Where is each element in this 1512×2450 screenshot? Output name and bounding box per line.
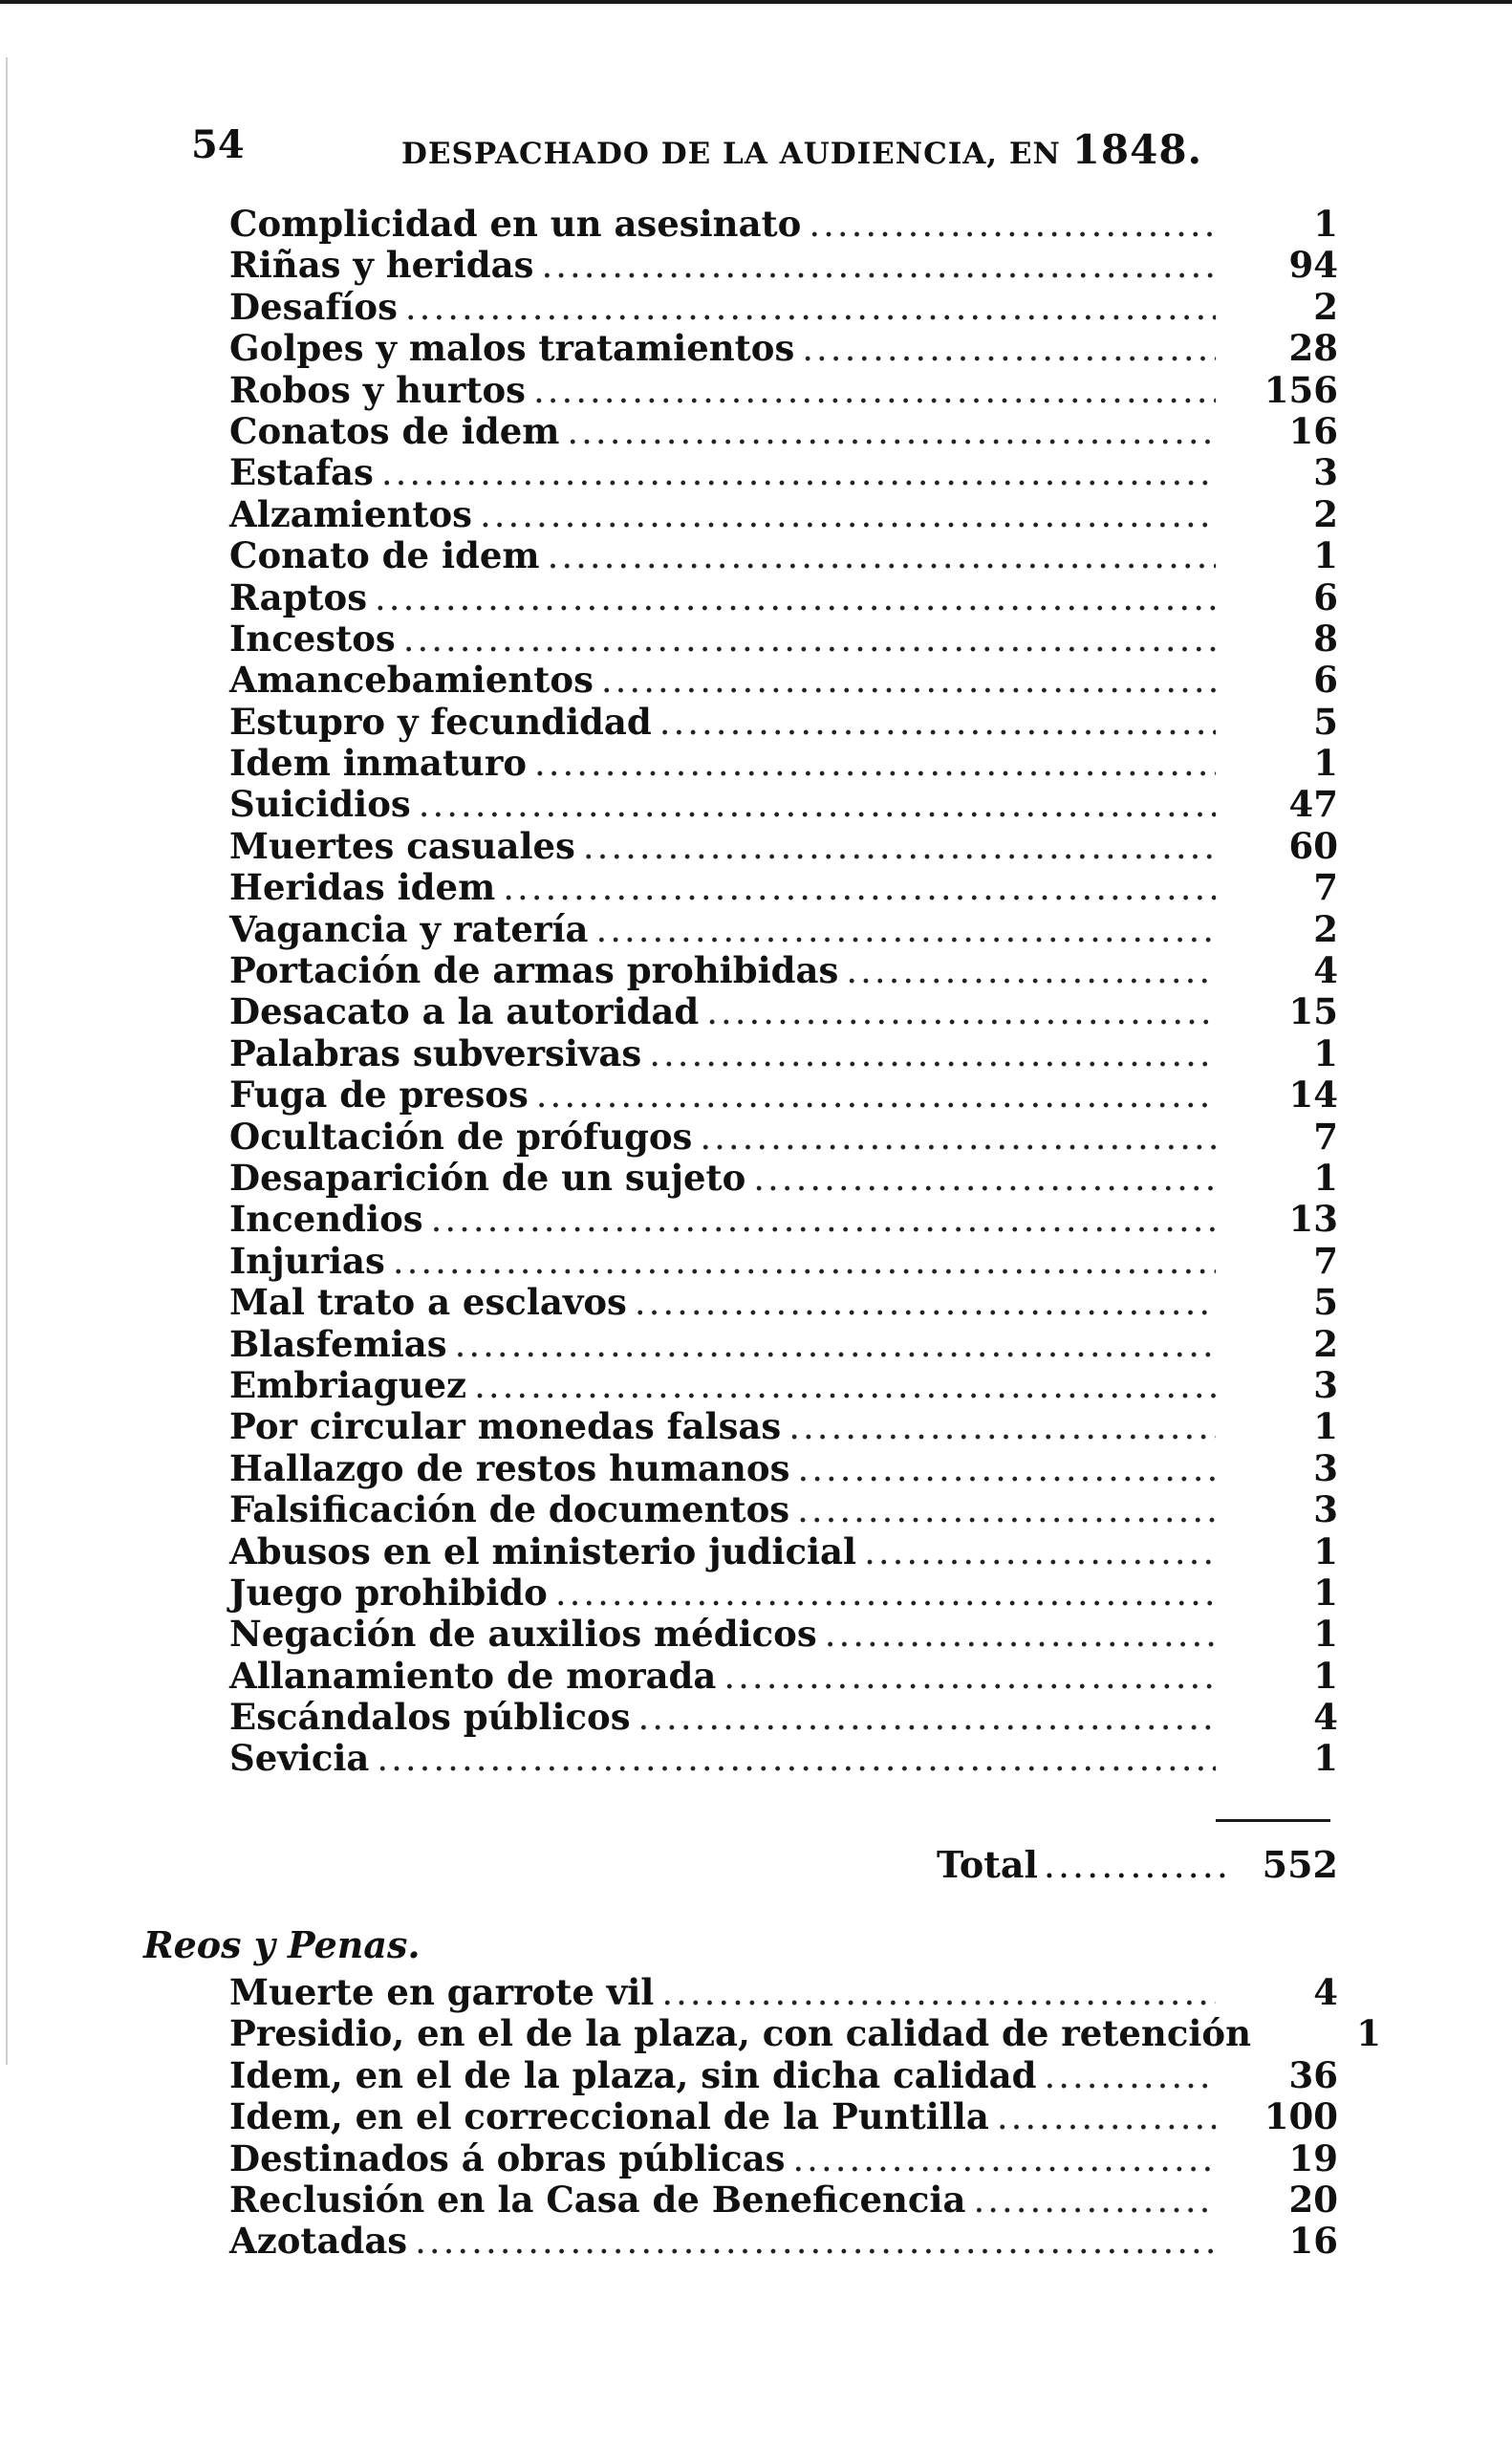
entry-value: 1: [1313, 742, 1338, 785]
entry-label: Muertes casuales: [229, 824, 575, 867]
entry-value: 5: [1313, 1281, 1338, 1324]
entry-value: 2: [1313, 907, 1338, 950]
dot-leader: [700, 1117, 1216, 1158]
list-item: [229, 244, 1338, 285]
dot-leader: [797, 1448, 1216, 1489]
total-value: 552: [1262, 1843, 1338, 1886]
list-item: [229, 825, 1338, 866]
list-item: [229, 618, 1338, 659]
list-item: [229, 1157, 1338, 1198]
list-item: [229, 2220, 1338, 2261]
dot-leader: [595, 909, 1216, 950]
entry-label: Juego prohibido: [229, 1571, 548, 1614]
entry-value: 19: [1288, 2136, 1338, 2179]
entry-label: Abusos en el ministerio judicial: [229, 1529, 857, 1572]
entry-value: 16: [1288, 409, 1338, 452]
entry-value: 4: [1313, 949, 1338, 992]
total-label: Total: [937, 1843, 1038, 1886]
entry-value: 2: [1313, 492, 1338, 535]
list-item: [229, 203, 1338, 244]
entry-value: 100: [1264, 2095, 1338, 2138]
entry-label: Conatos de idem: [229, 409, 560, 452]
list-item: [229, 1323, 1338, 1364]
list-item: [229, 1971, 1338, 2012]
list-item: [229, 1613, 1338, 1654]
total-rule: [1216, 1819, 1330, 1822]
dot-leader: [405, 287, 1216, 328]
dot-leader: [661, 1972, 1216, 2013]
entry-label: Embriaguez: [229, 1363, 467, 1406]
dot-leader: [792, 2138, 1216, 2179]
entry-value: 6: [1313, 575, 1338, 618]
dot-leader: [548, 535, 1216, 576]
dot-leader: [724, 1656, 1216, 1697]
dot-leader: [393, 1241, 1216, 1282]
entry-value: 3: [1313, 1363, 1338, 1406]
running-head-text: DESPACHADO DE LA AUDIENCIA, EN: [401, 137, 1061, 171]
list-item: [229, 1073, 1338, 1115]
dot-leader: [474, 1365, 1216, 1406]
entry-label: Idem, en el de la plaza, sin dicha calidad: [229, 2053, 1037, 2096]
list-item: [229, 1281, 1338, 1322]
entry-value: 1: [1313, 1031, 1338, 1074]
entry-value: 94: [1288, 244, 1338, 287]
dot-leader: [864, 1531, 1216, 1572]
entry-value: 1: [1313, 1737, 1338, 1780]
list-item: [229, 1405, 1338, 1446]
entry-value: 156: [1264, 368, 1338, 411]
dot-leader: [381, 452, 1216, 493]
dot-leader: [788, 1406, 1216, 1447]
list-item: [229, 1530, 1338, 1572]
entry-value: 6: [1313, 659, 1338, 702]
list-item: [229, 1447, 1338, 1488]
list-item: [229, 410, 1338, 451]
entry-label: Heridas idem: [229, 866, 496, 909]
entry-value: 47: [1288, 783, 1338, 826]
entry-label: Conato de idem: [229, 534, 540, 577]
entry-label: Suicidios: [229, 783, 411, 826]
entry-label: Palabras subversivas: [229, 1031, 642, 1074]
crimes-list: [229, 203, 1338, 1779]
entry-label: Presidio, en el de la plaza, con calidad de retención: [229, 2012, 1251, 2055]
entry-label: Desacato a la autoridad: [229, 990, 700, 1033]
dot-leader: [649, 1033, 1216, 1074]
dot-leader: [431, 1199, 1216, 1240]
list-item: [229, 2137, 1338, 2179]
dot-leader: [403, 618, 1216, 660]
entry-value: 3: [1313, 1488, 1338, 1531]
entry-label: Hallazgo de restos humanos: [229, 1446, 790, 1489]
entry-label: Riñas y heridas: [229, 244, 534, 287]
entry-value: 4: [1313, 1696, 1338, 1739]
entry-label: Muerte en garrote vil: [229, 1971, 655, 2013]
list-item: [229, 2179, 1338, 2220]
entry-value: 5: [1313, 700, 1338, 743]
entry-value: 28: [1288, 327, 1338, 370]
entry-value: 36: [1288, 2053, 1338, 2096]
list-item: [229, 493, 1338, 534]
dot-leader: [825, 1614, 1216, 1655]
dot-leader: [973, 2179, 1216, 2221]
dot-leader: [534, 743, 1216, 784]
dot-leader: [802, 328, 1216, 369]
running-head: [401, 126, 1202, 173]
entry-value: 2: [1313, 285, 1338, 328]
dot-leader: [846, 950, 1216, 991]
entry-label: Vagancia y ratería: [229, 907, 589, 950]
list-item: [229, 369, 1338, 410]
list-item: [229, 701, 1338, 742]
entry-label: Destinados á obras públicas: [229, 2136, 786, 2179]
running-head-year: 1848.: [1071, 126, 1203, 173]
entry-label: Complicidad en un asesinato: [229, 203, 802, 245]
entry-label: Escándalos públicos: [229, 1696, 631, 1739]
top-rule: [0, 0, 1512, 4]
entry-value: 60: [1288, 824, 1338, 867]
entry-value: 3: [1313, 1446, 1338, 1489]
entry-label: Golpes y malos tratamientos: [229, 327, 795, 370]
page-number: 54: [191, 122, 245, 167]
entry-value: 3: [1313, 451, 1338, 494]
entry-label: Ocultación de prófugos: [229, 1115, 693, 1158]
entry-label: Reclusión en la Casa de Beneficencia: [229, 2178, 966, 2221]
dot-leader: [706, 991, 1216, 1032]
entry-value: 14: [1288, 1073, 1338, 1117]
entry-value: 7: [1313, 866, 1338, 909]
entry-label: Fuga de presos: [229, 1073, 529, 1117]
list-item: [229, 576, 1338, 618]
list-item: [229, 990, 1338, 1031]
dot-leader: [533, 370, 1216, 411]
list-item: [229, 1737, 1338, 1778]
entry-value: 13: [1288, 1198, 1338, 1241]
list-item: [229, 1696, 1338, 1737]
entry-label: Falsificación de documentos: [229, 1488, 790, 1531]
dot-leader: [1045, 2055, 1217, 2096]
section-heading: Reos y Penas.: [143, 1923, 421, 1966]
entry-label: Allanamiento de morada: [229, 1654, 717, 1697]
entry-label: Negación de auxilios médicos: [229, 1613, 817, 1656]
entry-value: 1: [1313, 1156, 1338, 1199]
list-item: [229, 2012, 1381, 2055]
entry-label: Alzamientos: [229, 492, 472, 535]
entry-value: 7: [1313, 1239, 1338, 1282]
page-edge: [6, 57, 8, 2065]
list-item: [229, 1240, 1338, 1281]
entry-label: Azotadas: [229, 2220, 408, 2263]
entry-value: 16: [1288, 2220, 1338, 2263]
list-item: [229, 1655, 1338, 1696]
list-item: [229, 1572, 1338, 1613]
dot-leader: [536, 1074, 1216, 1116]
list-item: [229, 659, 1338, 700]
dot-leader: [997, 2096, 1216, 2137]
entry-label: Incendios: [229, 1198, 423, 1241]
entry-label: Robos y hurtos: [229, 368, 526, 411]
entry-label: Portación de armas prohibidas: [229, 949, 839, 992]
entry-value: 7: [1313, 1115, 1338, 1158]
dot-leader: [753, 1158, 1216, 1199]
entry-value: 1: [1313, 203, 1338, 245]
entry-label: Estafas: [229, 451, 374, 494]
list-item: [229, 1198, 1338, 1239]
entry-label: Por circular monedas falsas: [229, 1405, 782, 1448]
entry-label: Amancebamientos: [229, 659, 594, 702]
dot-leader: [415, 2221, 1216, 2262]
dot-leader: [377, 1738, 1216, 1779]
entry-value: 15: [1288, 990, 1338, 1033]
list-item: [229, 783, 1338, 824]
entry-label: Mal trato a esclavos: [229, 1281, 627, 1324]
list-item: [229, 908, 1338, 949]
list-item: [229, 949, 1338, 990]
entry-label: Raptos: [229, 575, 368, 618]
entry-label: Desafíos: [229, 285, 398, 328]
entry-value: 1: [1313, 1405, 1338, 1448]
dot-leader: [567, 411, 1216, 452]
entry-label: Idem, en el correccional de la Puntilla: [229, 2095, 989, 2138]
dot-leader: [480, 494, 1216, 535]
entry-label: Estupro y fecundidad: [229, 700, 652, 743]
entry-label: Sevicia: [229, 1737, 370, 1780]
dot-leader: [1044, 1844, 1227, 1886]
dot-leader: [455, 1324, 1216, 1365]
dot-leader: [419, 784, 1216, 825]
dot-leader: [503, 867, 1216, 908]
entry-label: Desaparición de un sujeto: [229, 1156, 746, 1199]
entry-value: 1: [1313, 1654, 1338, 1697]
penalties-list: [229, 1971, 1381, 2263]
entry-label: Injurias: [229, 1239, 385, 1282]
entry-label: Idem inmaturo: [229, 742, 527, 785]
entry-value: 1: [1313, 1529, 1338, 1572]
list-item: [229, 2054, 1338, 2095]
entry-label: Incestos: [229, 617, 396, 660]
entry-value: 1: [1313, 1613, 1338, 1656]
dot-leader: [809, 204, 1216, 245]
dot-leader: [638, 1697, 1216, 1738]
total-row: [937, 1843, 1338, 1886]
page-header: [191, 122, 1338, 180]
entry-value: 8: [1313, 617, 1338, 660]
entry-label: Blasfemias: [229, 1322, 447, 1365]
dot-leader: [541, 245, 1216, 286]
list-item: [229, 742, 1338, 783]
dot-leader: [659, 702, 1216, 743]
dot-leader: [375, 577, 1216, 618]
list-item: [229, 286, 1338, 327]
list-item: [229, 534, 1338, 575]
list-item: [229, 327, 1338, 368]
list-item: [229, 451, 1338, 492]
entry-value: 1: [1356, 2012, 1381, 2055]
dot-leader: [583, 826, 1216, 867]
dot-leader: [601, 660, 1216, 701]
dot-leader: [635, 1282, 1216, 1323]
dot-leader: [555, 1572, 1216, 1614]
entry-value: 20: [1288, 2178, 1338, 2221]
list-item: [229, 1488, 1338, 1529]
entry-value: 2: [1313, 1322, 1338, 1365]
list-item: [229, 866, 1338, 907]
dot-leader: [797, 1489, 1216, 1530]
entry-value: 4: [1313, 1971, 1338, 2013]
entry-value: 1: [1313, 534, 1338, 577]
list-item: [229, 1116, 1338, 1157]
list-item: [229, 1364, 1338, 1405]
list-item: [229, 2095, 1338, 2136]
list-item: [229, 1032, 1338, 1073]
entry-value: 1: [1313, 1571, 1338, 1614]
